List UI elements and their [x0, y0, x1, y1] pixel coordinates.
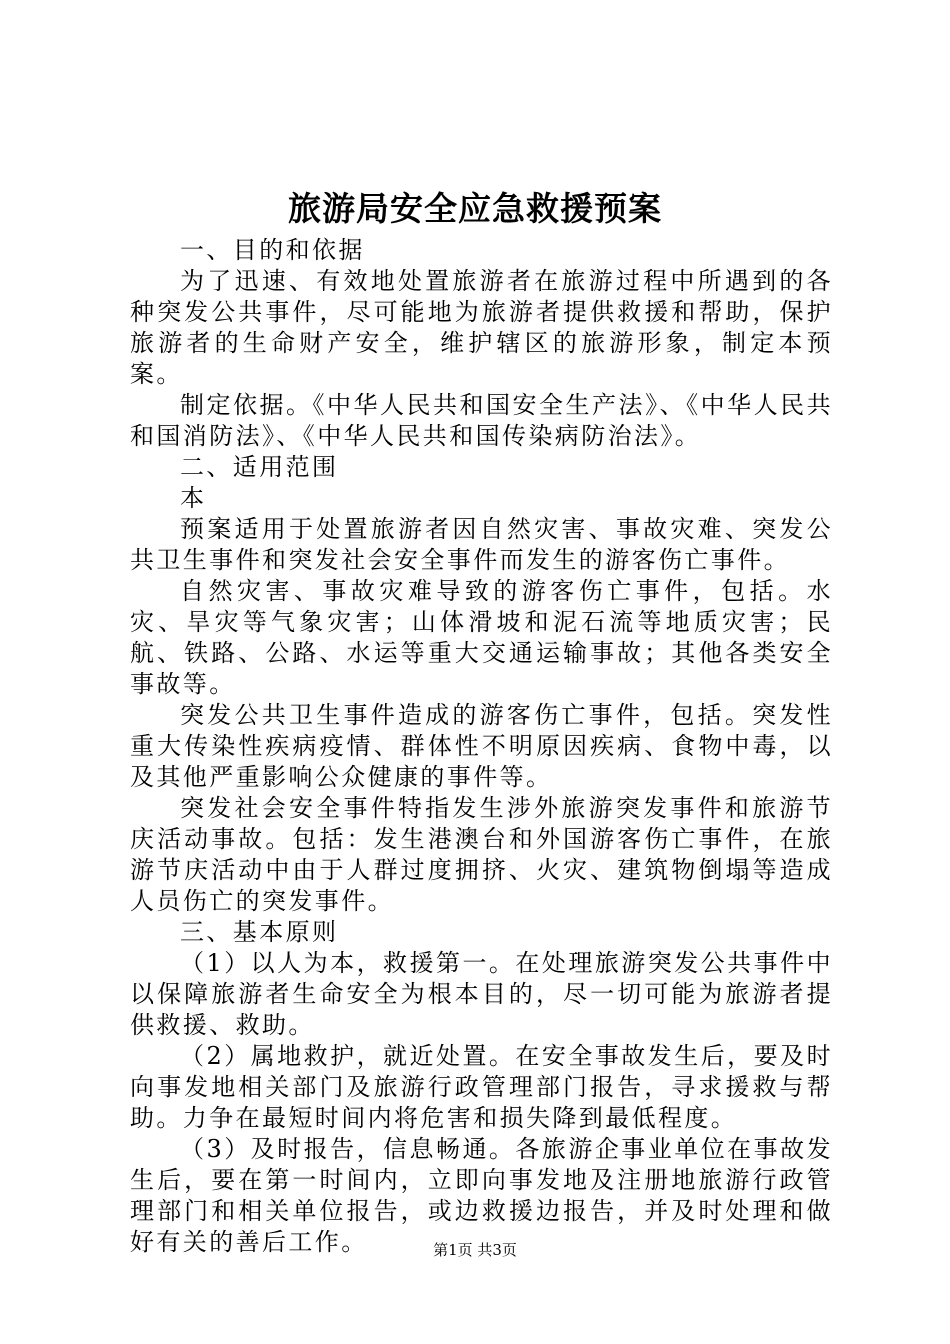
paragraph: （3）及时报告，信息畅通。各旅游企事业单位在事故发生后，要在第一时间内，立即向事发地及注册地旅游行政管理部门和相关单位报告，或边救援边报告，并及时处理和做好有关的善后工作。: [130, 1135, 833, 1256]
paragraph: 预案适用于处置旅游者因自然灾害、事故灾难、突发公共卫生事件和突发社会安全事件而发生的游客伤亡事件。: [130, 515, 833, 574]
paragraph: 自然灾害、事故灾难导致的游客伤亡事件，包括。水灾、旱灾等气象灾害；山体滑坡和泥石流等地质灾害；民航、铁路、公路、水运等重大交通运输事故；其他各类安全事故等。: [130, 577, 833, 698]
paragraph: 突发公共卫生事件造成的游客伤亡事件，包括。突发性重大传染性疾病疫情、群体性不明原因疾病、食物中毒，以及其他严重影响公众健康的事件等。: [130, 701, 833, 791]
page-footer: 第1页 共3页: [433, 1241, 517, 1259]
paragraph: （2）属地救护，就近处置。在安全事故发生后，要及时向事发地相关部门及旅游行政管理部门报告，寻求援救与帮助。力争在最短时间内将危害和损失降到最低程度。: [130, 1042, 833, 1132]
section-heading-scope: 二、适用范围: [180, 453, 339, 481]
paragraph: 为了迅速、有效地处置旅游者在旅游过程中所遇到的各种突发公共事件，尽可能地为旅游者提供救援和帮助，保护旅游者的生命财产安全，维护辖区的旅游形象，制定本预案。: [130, 267, 833, 388]
paragraph: 制定依据。《中华人民共和国安全生产法》、《中华人民共和国消防法》、《中华人民共和国传染病防治法》。: [130, 391, 833, 450]
paragraph: 本: [180, 484, 207, 512]
paragraph: 突发社会安全事件特指发生涉外旅游突发事件和旅游节庆活动事故。包括：发生港澳台和外国游客伤亡事件，在旅游节庆活动中由于人群过度拥挤、火灾、建筑物倒塌等造成人员伤亡的突发事件。: [130, 794, 833, 915]
section-heading-purpose: 一、目的和依据: [180, 236, 365, 264]
section-heading-principles: 三、基本原则: [180, 918, 339, 946]
document-title: 旅游局安全应急救援预案: [288, 189, 662, 228]
document-body: [130, 235, 833, 1258]
paragraph: （1）以人为本，救援第一。在处理旅游突发公共事件中以保障旅游者生命安全为根本目的，尽一切可能为旅游者提供救援、救助。: [130, 949, 833, 1039]
